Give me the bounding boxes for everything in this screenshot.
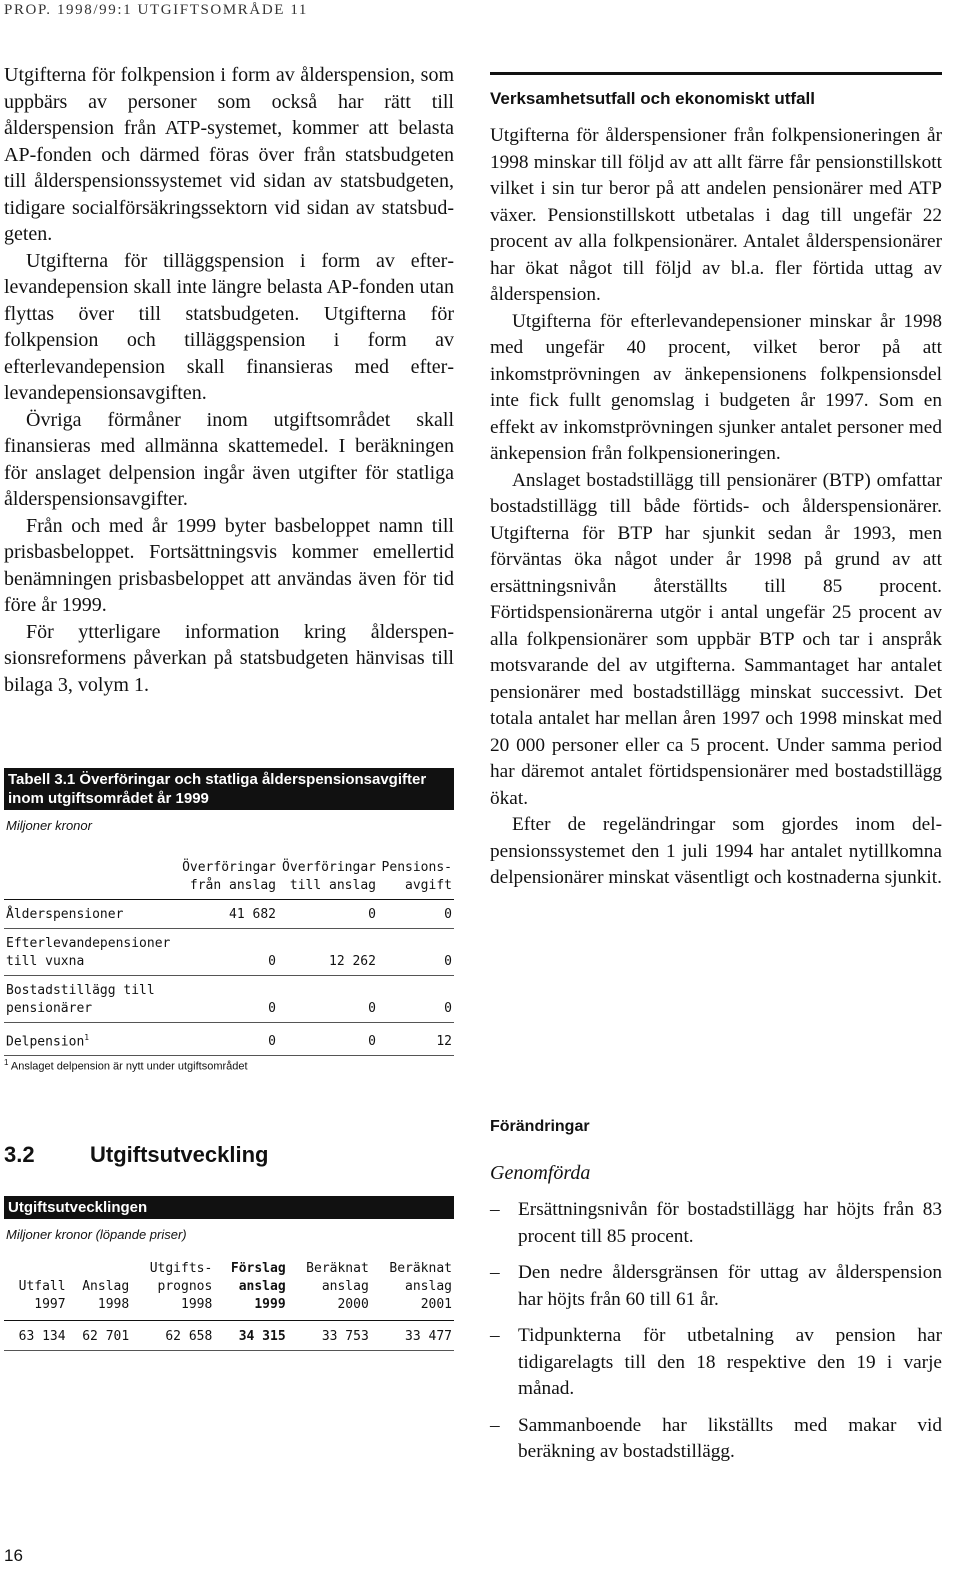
section-3-2 [4, 1142, 454, 1351]
table-title: Tabell 3.1 Överföringar och statliga ålderspensionsavgifter inom utgiftsområdet år 1999 [4, 768, 454, 810]
dash-bullet: – [490, 1325, 500, 1346]
cell: 12 [436, 1034, 452, 1050]
right-column [490, 72, 942, 892]
cell: 0 [268, 954, 276, 969]
table-header-row [4, 1260, 454, 1321]
running-header: PROP. 1998/99:1 UTGIFTSOMRÅDE 11 [4, 2, 309, 18]
section-number: 3.2 [4, 1142, 35, 1167]
column-header: Utgifts- prognos 1998 [149, 1261, 213, 1312]
cell: 41 682 [229, 907, 276, 922]
paragraph: Från och med år 1999 byter basbeloppet namn till prisbasbeloppet. Fortsättningsvis kommer emellertid benämningen prisbasbeloppet att användas även för tid före år 1999. [4, 514, 454, 616]
cell: 0 [444, 954, 452, 969]
changes-list [490, 1197, 942, 1466]
table-row [4, 1023, 454, 1056]
paragraph: Efter de regeländringar som gjordes inom delpensionssystemet den 1 juli 1994 har antalet nytillkomna delpensionärer minskat väsentligt och kostnaderna sjunkit. [490, 814, 942, 888]
column-header [4, 859, 178, 900]
list-item: – Den nedre åldersgränsen för uttag av ålderspension har höjts från 60 till 61 år. [490, 1262, 942, 1310]
column-header: Beräknat anslag 2001 [389, 1261, 452, 1312]
paragraph: För ytterligare information kring ålderspensionsreformens påverkan på statsbudgeten hänvisas till bilaga 3, volym 1. [4, 620, 454, 696]
cell: 0 [268, 1034, 276, 1050]
row-label: Ålderspensioner [6, 907, 124, 922]
column-header: Utfall 1997 [18, 1279, 66, 1312]
table-subtitle: Miljoner kronor [6, 818, 92, 833]
table-title: Utgiftsutvecklingen [4, 1196, 454, 1219]
column-header: Anslag 1998 [82, 1279, 130, 1312]
table-3-1 [4, 768, 454, 1073]
paragraph: Anslaget bostadstillägg till pensionärer (BTP) omfattar bostadstillägg till både förtids- och ålderspensionärer. Utgifterna för BTP har sjunkit sedan år 1993, men förväntas öka något under år 1998 på grund av att ersättningsnivån återställts till 85 procent. Förtidspensionärerna utgör i antal ungefär 25 procent av alla folkpensionärer som uppbär BTP och tar i anspråk motsvarande del av utgifterna. Sammantaget har antalet pensionärer med bostadstillägg minskat successivt. Det totala antalet har mellan åren 1997 och 1998 minskat med 20 000 personer eller ca 5 procent. Under samma period har däremot antalet förtidspensionärer med bostadstillägg ökat. [490, 469, 942, 809]
row-label: Bostadstillägg till pensionärer [6, 983, 155, 1016]
row-label: Delpension$^1$ [6, 1033, 90, 1050]
row-label: Efterlevandepensioner till vuxna [6, 936, 171, 969]
cell: 33 477 [405, 1329, 452, 1344]
table-row [4, 900, 454, 929]
cell: 0 [444, 907, 452, 922]
paragraph: Utgifterna för tilläggspension i form av efterlevandepension skall inte längre belasta AP-fonden utan flyttas över till statsbudgeten. Utgifterna för folkpension och tilläggspension i form av efterlevandepension skall finansieras med efterlevandepensionsavgiften. [4, 249, 454, 404]
table-row [4, 1321, 454, 1351]
cell: 0 [368, 907, 376, 922]
list-item: – Sammanboende har likställts med makar vid beräkning av bostadstillägg. [490, 1414, 942, 1462]
column-header: Förslag anslag 1999 [230, 1261, 286, 1312]
column-header: Pensions- avgift [381, 860, 452, 893]
cell: 12 262 [329, 954, 376, 969]
section-title [4, 1142, 454, 1168]
subheading: Genomförda [490, 1162, 591, 1184]
paragraph: Utgifterna för folkpension i form av ålderspension, som uppbärs av personer som också har rätt till ålderspension från ATP-systemet, kommer att belasta AP-fonden och därmed föras över från statsbudgeten till ålderspensionssystemet vid sidan av statsbudgeten, tidigare socialförsäkringssektorn vid sidan av statsbudgeten. [4, 64, 454, 245]
paragraph: Övriga förmåner inom utgiftsområdet skall finansieras med allmänna skattemedel. I beräkningen för anslaget delpension ingår även utgifter för statliga ålderspensionsavgifter. [4, 408, 454, 510]
footnote-marker: 1 [84, 1033, 90, 1042]
section-title-text: Utgiftsutveckling [90, 1142, 269, 1167]
cell: 0 [444, 1001, 452, 1016]
cell: 0 [368, 1001, 376, 1016]
divider [490, 72, 942, 75]
transfers-table [4, 859, 454, 1056]
cell: 34 315 [238, 1329, 286, 1344]
table-header-row [4, 859, 454, 900]
changes-section [490, 1118, 942, 1476]
table-subtitle: Miljoner kronor (löpande priser) [6, 1227, 187, 1242]
expenditure-table [4, 1260, 454, 1351]
list-item: – Tidpunkterna för utbetalning av pension har tidigarelagts till den 18 respektive den 19 i varje månad. [490, 1325, 942, 1399]
cell: 0 [368, 1034, 376, 1050]
cell: 0 [268, 1001, 276, 1016]
table-footnote: $^1$ Anslaget delpension är nytt under utgiftsområdet [4, 1058, 248, 1073]
page-number: 16 [4, 1546, 23, 1565]
left-column-text [4, 62, 454, 698]
dash-bullet: – [490, 1414, 500, 1436]
cell: 62 658 [165, 1329, 213, 1344]
paragraph: Utgifterna för ålderspensioner från folkpensioneringen år 1998 minskar till följd av att allt färre får pensionstillskott vilket i sin tur beror på att andelen pensionärer med ATP växer. Pensionstillskott utbetalas i dag till ungefär 22 procent av alla folkpensionärer. Antalet ålderspensionärer har ökat något till följd av bl.a. fler förtida uttag av ålderspension. [490, 125, 942, 305]
cell: 33 753 [321, 1329, 369, 1344]
column-header: Överföringar till anslag [282, 860, 376, 893]
section-heading: Förändringar [490, 1118, 590, 1135]
table-row [4, 976, 454, 1023]
list-item: – Ersättningsnivån för bostadstillägg har höjts från 83 procent till 85 procent. [490, 1199, 942, 1247]
dash-bullet: – [490, 1262, 500, 1283]
column-header: Överföringar från anslag [182, 860, 276, 893]
column-header: Beräknat anslag 2000 [306, 1261, 369, 1312]
cell: 62 701 [82, 1329, 130, 1344]
paragraph: Utgifterna för efterlevandepensioner minskar år 1998 med ungefär 40 procent, vilket beror på att inkomstprövningen av änkepensionens folkpensionsdel inte fick fullt genomslag i budgeten år 1997. Som en effekt av inkomstprövningen sjunker antalet personer med änkepension från folkpensioneringen. [490, 310, 942, 464]
dash-bullet: – [490, 1199, 500, 1220]
section-heading: Verksamhetsutfall och ekonomiskt utfall [490, 89, 815, 108]
cell: 63 134 [18, 1329, 66, 1344]
table-row [4, 929, 454, 976]
